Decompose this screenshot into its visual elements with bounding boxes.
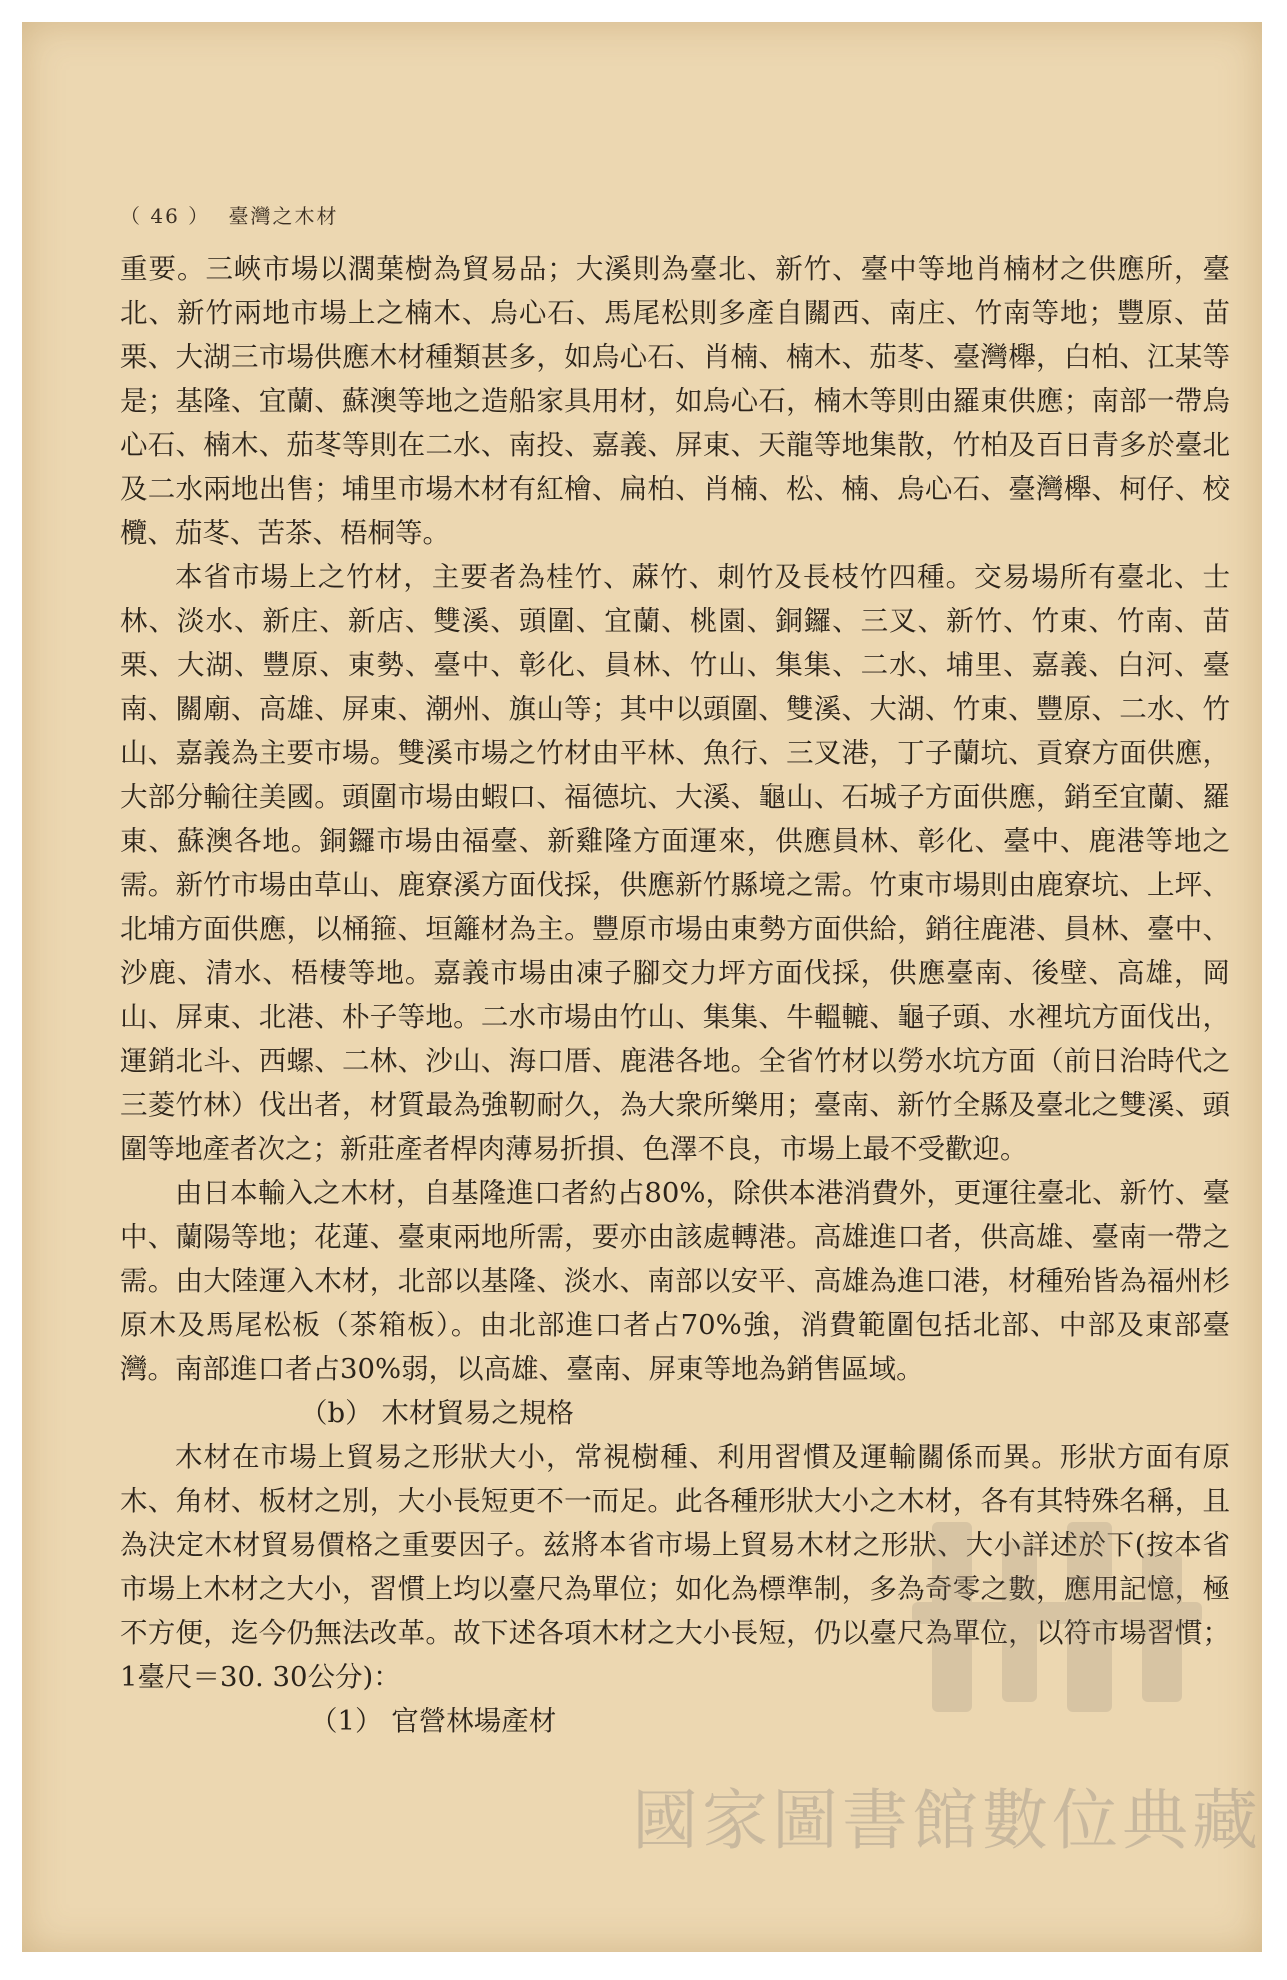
paragraph-4: 木材在市場上貿易之形狀大小，常視樹種、利用習慣及運輸關係而異。形狀方面有原木、角材、板材之別，大小長短更不一而足。此各種形狀大小之木材，各有其特殊名稱，且為決定木材貿易價格之重要因子。兹將本省市場上貿易木材之形狀、大小詳述於下(按本省市場上木材之大小，習慣上均以臺尺為單位；如化為標準制，多為奇零之數，應用記憶，極不方便，迄今仍無法改革。故下述各項木材之大小長短，仍以臺尺為單位，以符市場習慣；1臺尺＝30. 30公分)： [120, 1441, 1230, 1693]
library-logo-watermark [892, 1502, 1222, 1732]
section-heading-b: （b） 木材貿易之規格 [300, 1397, 574, 1429]
section-heading-1: （1） 官營林場產材 [310, 1705, 557, 1737]
digital-archive-watermark: 國家圖書館數位典藏 [632, 1782, 1262, 1859]
paragraph-2: 本省市場上之竹材，主要者為桂竹、蔴竹、刺竹及長枝竹四種。交易場所有臺北、士林、淡水、新庄、新店、雙溪、頭圍、宜蘭、桃園、銅鑼、三叉、新竹、竹東、竹南、苗栗、大湖、豐原、東勢、臺中、彰化、員林、竹山、集集、二水、埔里、嘉義、白河、臺南、關廟、高雄、屏東、潮州、旗山等；其中以頭圍、雙溪、大湖、竹東、豐原、二水、竹山、嘉義為主要市場。雙溪市場之竹材由平林、魚行、三叉港，丁子蘭坑、貢寮方面供應，大部分輸往美國。頭圍市場由蝦口、福德坑、大溪、龜山、石城子方面供應，銷至宜蘭、羅東、蘇澳各地。銅鑼市場由福臺、新雞隆方面運來，供應員林、彰化、臺中、鹿港等地之需。新竹市場由草山、鹿寮溪方面伐採，供應新竹縣境之需。竹東市場則由鹿寮坑、上坪、北埔方面供應，以桶箍、垣籬材為主。豐原市場由東勢方面供給，銷往鹿港、員林、臺中、沙鹿、清水、梧棲等地。嘉義市場由凍子腳交力坪方面伐採，供應臺南、後壁、高雄，岡山、屏東、北港、朴子等地。二水市場由竹山、集集、牛轀轆、龜子頭、水裡坑方面伐出，運銷北斗、西螺、二林、沙山、海口厝、鹿港各地。全省竹材以勞水坑方面（前日治時代之三菱竹林）伐出者，材質最為強靭耐久，為大衆所樂用；臺南、新竹全縣及臺北之雙溪、頭圍等地產者次之；新莊產者桿肉薄易折損、色澤不良，市場上最不受歡迎。 [120, 561, 1230, 1165]
paragraph-3: 由日本輸入之木材，自基隆進口者約占80%，除供本港消費外，更運往臺北、新竹、臺中、蘭陽等地；花蓮、臺東兩地所需，要亦由該處轉港。高雄進口者，供高雄、臺南一帶之需。由大陸運入木材，北部以基隆、淡水、南部以安平、高雄為進口港，材種殆皆為福州杉原木及馬尾松板（茶箱板）。由北部進口者占70%強，消費範圍包括北部、中部及東部臺灣。南部進口者占30%弱，以高雄、臺南、屏東等地為銷售區域。 [120, 1177, 1230, 1385]
book-page [22, 22, 1262, 1952]
page-number: （ 46 ） [120, 204, 211, 228]
book-title: 臺灣之木材 [228, 204, 339, 228]
paragraph-1: 重要。三峽市場以濶葉樹為貿易品；大溪則為臺北、新竹、臺中等地肖楠材之供應所，臺北、新竹兩地市場上之楠木、烏心石、馬尾松則多產自關西、南庄、竹南等地；豐原、苗栗、大湖三市場供應木材種類甚多，如烏心石、肖楠、楠木、茄苳、臺灣櫸，白柏、江某等是；基隆、宜蘭、蘇澳等地之造船家具用材，如烏心石，楠木等則由羅東供應；南部一帶烏心石、楠木、茄苳等則在二水、南投、嘉義、屏東、天龍等地集散，竹柏及百日青多於臺北及二水兩地出售；埔里市場木材有紅檜、扁柏、肖楠、松、楠、烏心石、臺灣櫸、柯仔、校欖、茄苳、苦茶、梧桐等。 [120, 253, 1230, 549]
running-header [120, 200, 339, 229]
